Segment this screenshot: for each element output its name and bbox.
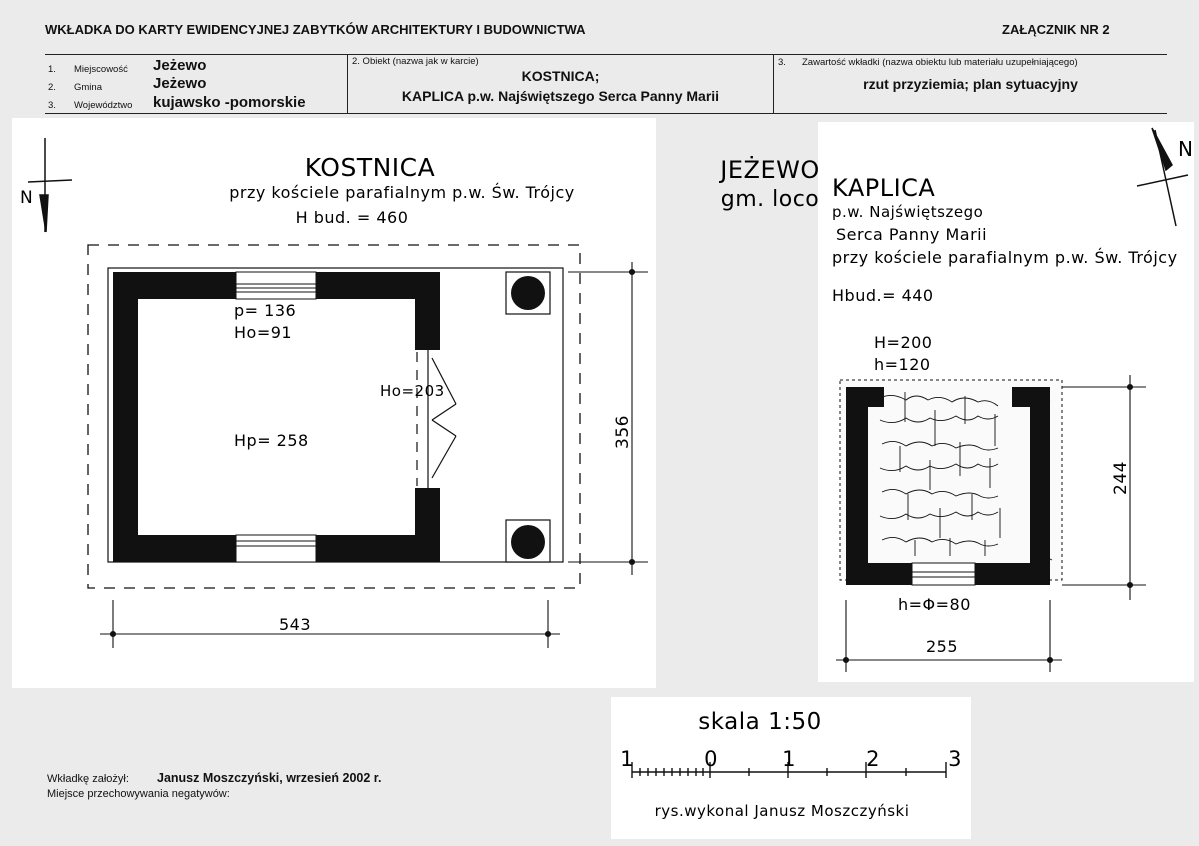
ossuary-window-bottom — [226, 535, 326, 562]
north-label-right: N — [1178, 137, 1194, 161]
window-height-label: Ho=91 — [234, 323, 293, 342]
attachment-number: ZAŁĄCZNIK NR 2 — [1002, 22, 1110, 37]
scale-tick-1: 1 — [620, 747, 634, 771]
negatives-location-label: Miejsce przechowywania negatywów: — [47, 788, 230, 800]
chapel-line-1: p.w. Najświętszego — [832, 203, 984, 221]
ossuary-title: KOSTNICA — [304, 153, 436, 182]
contents-number: 3. — [778, 57, 786, 68]
corner-posts — [506, 272, 550, 562]
chapel-opening-small-height: h=120 — [874, 355, 931, 374]
scale-label: skala 1:50 — [698, 709, 822, 735]
village-commune: gm. loco — [720, 187, 820, 212]
door-height-label: Ho=203 — [380, 382, 445, 400]
window-width-label: p= 136 — [234, 301, 297, 320]
scale-tick-2: 2 — [866, 747, 880, 771]
made-by-label: Wkładkę założył: — [47, 773, 129, 785]
object-name-2: KAPLICA p.w. Najświętszego Serca Panny Marii — [401, 88, 720, 104]
object-name-1: KOSTNICA; — [521, 68, 600, 84]
north-label-left: N — [20, 188, 34, 208]
scale-tick-3: 3 — [948, 747, 962, 771]
chapel-height: Hbud.= 440 — [832, 286, 934, 305]
width-value-left: 543 — [278, 615, 312, 634]
width-value-right: 255 — [925, 637, 959, 656]
ossuary-subtitle: przy kościele parafialnym p.w. Św. Trójcy — [229, 183, 575, 202]
document-title: WKŁADKA DO KARTY EWIDENCYJNEJ ZABYTKÓW ARCHITEKTURY I BUDOWNICTWA — [45, 22, 586, 37]
scale-tick-1b: 1 — [782, 747, 796, 771]
chapel-opening-height: H=200 — [874, 333, 933, 352]
chapel-line-3: przy kościele parafialnym p.w. Św. Trójcy — [832, 248, 1178, 267]
commune-label: Gmina — [74, 82, 102, 93]
contents-value: rzut przyziemia; plan sytuacyjny — [863, 76, 1078, 92]
location-number-1: 1. — [48, 64, 56, 75]
floor-height-label: Hp= 258 — [234, 431, 309, 450]
locality-value: Jeżewo — [153, 57, 207, 74]
dimension-depth-right — [1062, 375, 1146, 600]
locality-label: Miejscowość — [74, 64, 128, 75]
depth-value-right: 244 — [1111, 461, 1131, 495]
ossuary-door — [417, 350, 456, 488]
voivodeship-label: Województwo — [74, 100, 133, 111]
made-by-value: Janusz Moszczyński, wrzesień 2002 r. — [157, 771, 382, 785]
chapel-stone-foundation — [840, 380, 1062, 580]
north-arrow-left — [28, 138, 72, 232]
chapel-title: KAPLICA — [832, 174, 936, 202]
chapel-line-2: Serca Panny Marii — [836, 225, 988, 244]
dimension-width-left — [100, 600, 560, 648]
drawing-author: rys.wykonal Janusz Moszczyński — [654, 802, 910, 820]
commune-value: Jeżewo — [153, 75, 207, 92]
location-number-3: 3. — [48, 100, 56, 111]
depth-value-left: 356 — [613, 415, 633, 449]
ossuary-window-top — [226, 272, 326, 299]
scale-tick-0: 0 — [704, 747, 718, 771]
ossuary-outline — [108, 268, 563, 562]
voivodeship-value: kujawsko -pomorskie — [153, 94, 306, 111]
location-number-2: 2. — [48, 82, 56, 93]
village-name: JEŻEWO — [720, 156, 820, 184]
chapel-bottom-opening-label: h=Φ=80 — [898, 595, 971, 614]
chapel-opening-bottom — [912, 563, 975, 585]
ossuary-height: H bud. = 460 — [295, 208, 409, 227]
contents-label: Zawartość wkładki (nazwa obiektu lub materiału uzupełniającego) — [802, 57, 1078, 68]
object-label: 2. Obiekt (nazwa jak w karcie) — [352, 56, 479, 67]
